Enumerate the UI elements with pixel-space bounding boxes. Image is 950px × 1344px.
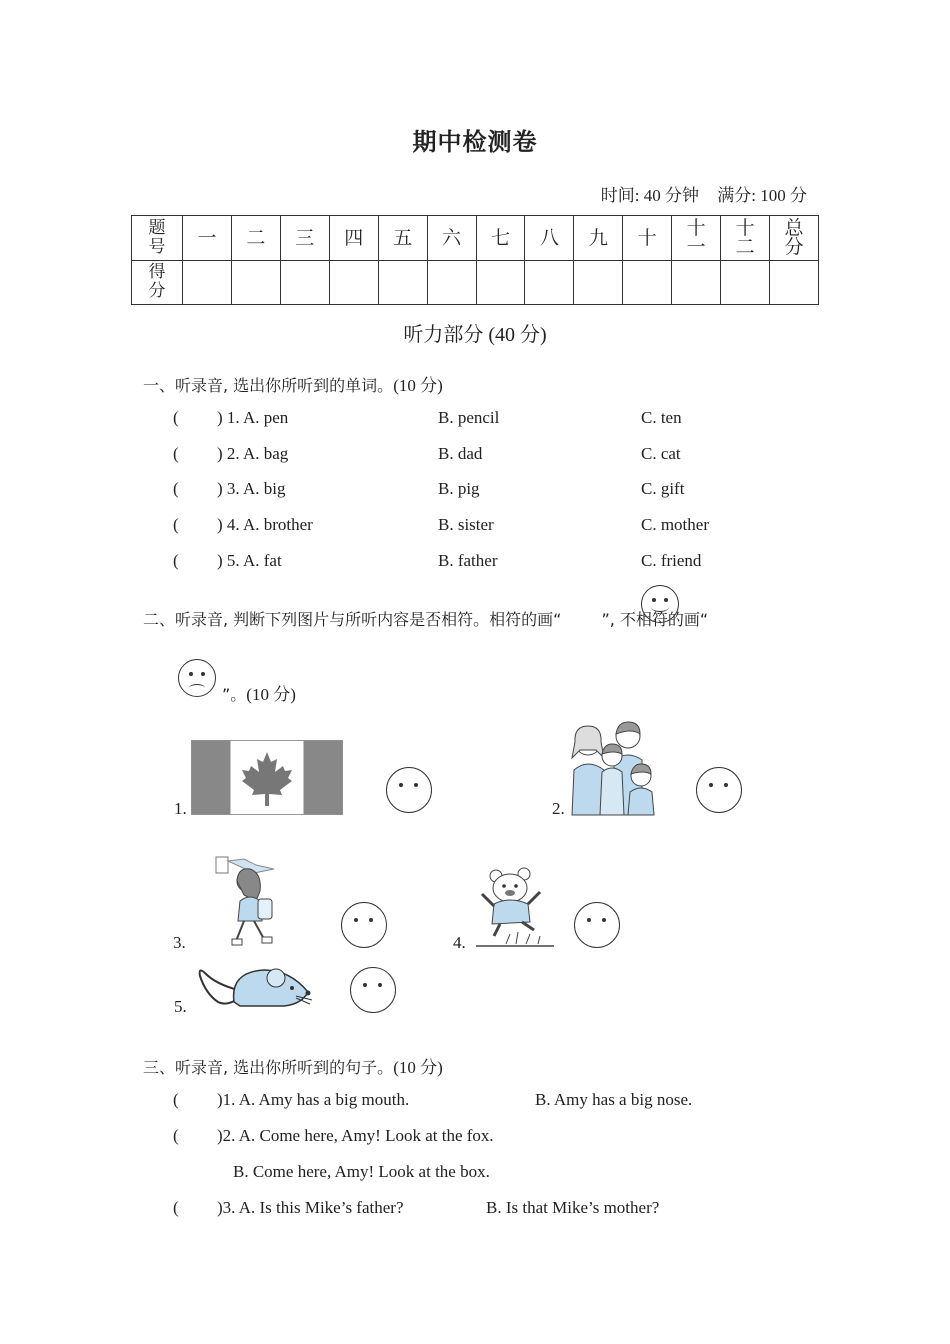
page-title: 期中检测卷 (412, 128, 538, 156)
score-table-header-row (132, 216, 819, 261)
score-cell[interactable] (280, 260, 329, 305)
sentence-option-b: B. Come here, Amy! Look at the box. (233, 1162, 490, 1181)
answer-paren[interactable]: ( (173, 408, 179, 427)
part3-score: (10 分) (393, 1058, 443, 1077)
answer-face-2[interactable] (696, 767, 742, 813)
listening-section-title: 听力部分 (40 分) (403, 324, 547, 346)
sentence-option-a: )2. A. Come here, Amy! Look at the fox. (217, 1126, 494, 1145)
col-5: 五 (378, 216, 427, 261)
part2-heading (143, 607, 708, 630)
score-cell[interactable] (378, 260, 427, 305)
score-table-score-row (132, 260, 819, 305)
picture-label-5: 5. (174, 997, 187, 1016)
part2-score: (10 分) (246, 685, 296, 704)
option-a: ) 3. A. big (217, 479, 286, 498)
picture-label-3: 3. (173, 933, 186, 952)
col-6: 六 (427, 216, 476, 261)
time-limit: 时间: 40 分钟 (600, 186, 700, 205)
part1-score: (10 分) (393, 376, 443, 395)
score-cell[interactable] (476, 260, 525, 305)
option-c: C. mother (641, 515, 709, 534)
col-7: 七 (476, 216, 525, 261)
part2-heading-c: ”。 (222, 685, 247, 704)
answer-paren[interactable]: ( (173, 1090, 179, 1109)
col-2: 二 (231, 216, 280, 261)
part3-heading (143, 1053, 443, 1078)
answer-face-5[interactable] (350, 967, 396, 1013)
score-cell[interactable] (427, 260, 476, 305)
option-a: ) 4. A. brother (217, 515, 313, 534)
picture-label-1: 1. (174, 799, 187, 818)
score-cell[interactable] (672, 260, 721, 305)
score-cell[interactable] (525, 260, 574, 305)
option-a: ) 5. A. fat (217, 551, 282, 570)
full-score: 满分: 100 分 (717, 186, 807, 205)
exam-meta (587, 181, 807, 206)
col-11: 十一 (672, 216, 721, 261)
option-b: B. sister (438, 515, 494, 534)
score-cell[interactable] (231, 260, 280, 305)
bear-jumping-icon (476, 866, 556, 948)
col-3: 三 (280, 216, 329, 261)
picture-label-2: 2. (552, 799, 565, 818)
sentence-option-a: )1. A. Amy has a big mouth. (217, 1090, 410, 1109)
part2-heading-a: 二、听录音, 判断下列图片与所听内容是否相符。相符的画“ (143, 610, 562, 629)
part2-heading-end (222, 680, 296, 705)
score-cell[interactable] (329, 260, 378, 305)
option-b: B. dad (438, 444, 483, 463)
smile-face-icon (641, 585, 679, 623)
score-cell[interactable] (623, 260, 672, 305)
answer-face-3[interactable] (341, 902, 387, 948)
option-b: B. pig (438, 479, 480, 498)
sentence-option-a: )3. A. Is this Mike’s father? (217, 1198, 404, 1217)
answer-face-1[interactable] (386, 767, 432, 813)
part3-heading-text: 三、听录音, 选出你所听到的句子。 (143, 1058, 394, 1077)
canada-flag-icon (191, 740, 343, 815)
family-picture-icon (570, 720, 665, 816)
score-cell[interactable] (574, 260, 623, 305)
score-cell[interactable] (183, 260, 232, 305)
option-c: C. friend (641, 551, 702, 570)
col-total: 总分 (770, 216, 819, 261)
answer-face-4[interactable] (574, 902, 620, 948)
part1-heading-text: 一、听录音, 选出你所听到的单词。 (143, 376, 394, 395)
col-10: 十 (623, 216, 672, 261)
part2-heading-b: ”, 不相符的画“ (601, 610, 709, 629)
col-9: 九 (574, 216, 623, 261)
sentence-option-b: B. Is that Mike’s mother? (486, 1198, 660, 1217)
option-a: ) 1. A. pen (217, 408, 289, 427)
option-c: C. ten (641, 408, 682, 427)
part1-heading (143, 371, 443, 396)
frown-face-icon (178, 659, 216, 697)
answer-paren[interactable]: ( (173, 551, 179, 570)
mouse-picture-icon (196, 964, 314, 1012)
answer-paren[interactable]: ( (173, 1126, 179, 1145)
answer-paren[interactable]: ( (173, 444, 179, 463)
score-cell[interactable] (770, 260, 819, 305)
row-head-score: 得分 (132, 260, 183, 305)
col-12: 十二 (721, 216, 770, 261)
col-4: 四 (329, 216, 378, 261)
option-b: B. pencil (438, 408, 500, 427)
score-cell[interactable] (721, 260, 770, 305)
answer-paren[interactable]: ( (173, 515, 179, 534)
answer-paren[interactable]: ( (173, 1198, 179, 1217)
option-c: C. cat (641, 444, 681, 463)
answer-paren[interactable]: ( (173, 479, 179, 498)
option-b: B. father (438, 551, 498, 570)
option-c: C. gift (641, 479, 685, 498)
row-head-question: 题号 (132, 216, 183, 261)
score-table (131, 215, 819, 305)
sentence-option-b: B. Amy has a big nose. (535, 1090, 693, 1109)
col-1: 一 (183, 216, 232, 261)
col-8: 八 (525, 216, 574, 261)
option-a: ) 2. A. bag (217, 444, 289, 463)
picture-label-4: 4. (453, 933, 466, 952)
girl-walking-icon (214, 855, 280, 949)
